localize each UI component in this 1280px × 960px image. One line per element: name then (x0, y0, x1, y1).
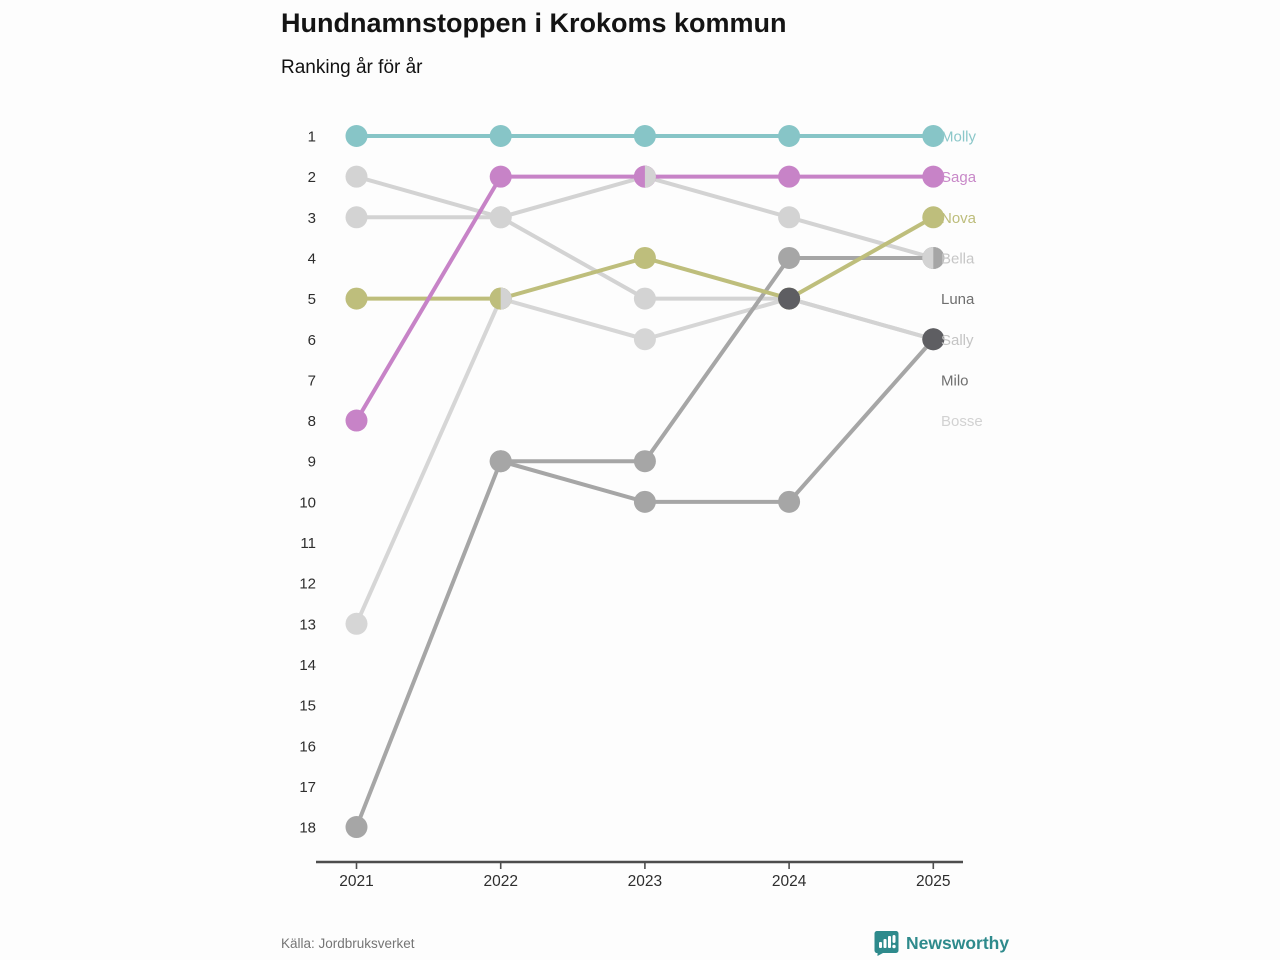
series-marker-bella (778, 206, 800, 228)
series-label-saga: Saga (941, 169, 977, 187)
y-axis-tick-label: 4 (307, 250, 316, 268)
x-axis-tick-label: 2023 (627, 873, 663, 890)
y-axis-tick-label: 6 (307, 331, 316, 349)
series-marker-molly (490, 125, 512, 147)
series-marker-bosse (634, 328, 656, 350)
y-axis-tick-label: 10 (299, 494, 316, 512)
series-marker-milo (346, 816, 368, 838)
y-axis-tick-label: 9 (307, 453, 316, 471)
series-label-nova: Nova (941, 209, 977, 227)
x-axis-tick-label: 2021 (339, 873, 374, 890)
tie-marker-split-right (645, 166, 656, 188)
y-axis-tick-label: 3 (307, 209, 316, 227)
y-axis-tick-label: 12 (299, 575, 316, 593)
y-axis-tick-label: 7 (307, 372, 316, 390)
series-marker-luna (490, 450, 512, 472)
x-axis-tick-label: 2024 (771, 873, 807, 890)
source-note: Källa: Jordbruksverket (281, 936, 415, 951)
series-label-sally: Sally (941, 331, 974, 349)
y-axis-tick-label: 17 (299, 778, 316, 796)
series-marker-saga (490, 166, 512, 188)
series-marker-sally (634, 288, 656, 310)
y-axis-tick-label: 15 (299, 697, 316, 715)
series-marker-bella (490, 206, 512, 228)
y-axis-tick-label: 5 (307, 291, 316, 309)
series-line-milo (357, 339, 934, 827)
y-axis-tick-label: 1 (307, 128, 316, 146)
y-axis-tick-label: 14 (299, 656, 316, 674)
series-marker-molly (346, 125, 368, 147)
tie-marker-split-right (501, 288, 512, 310)
y-axis-tick-label: 11 (300, 535, 316, 552)
series-marker-molly (778, 125, 800, 147)
tie-marker-dark (778, 288, 800, 310)
series-label-bosse: Bosse (941, 413, 983, 431)
series-marker-sally (346, 206, 368, 228)
y-axis-tick-label: 13 (299, 616, 316, 634)
brand-name: Newsworthy (906, 932, 1010, 953)
series-marker-nova (346, 288, 368, 310)
series-marker-molly (634, 125, 656, 147)
brand-lockup (874, 930, 1009, 956)
series-label-luna: Luna (941, 291, 975, 309)
x-axis-tick-label: 2025 (916, 873, 951, 890)
series-label-bella: Bella (941, 250, 975, 268)
y-axis-tick-label: 16 (299, 738, 316, 756)
page-subtitle: Ranking år för år (281, 57, 423, 78)
series-marker-saga (778, 166, 800, 188)
series-line-luna (501, 258, 934, 461)
y-axis-tick-label: 2 (307, 169, 316, 187)
series-marker-milo (634, 491, 656, 513)
y-axis-tick-label: 8 (307, 413, 316, 431)
series-label-molly: Molly (941, 128, 977, 146)
y-axis-tick-label: 18 (299, 819, 316, 837)
series-marker-saga (346, 410, 368, 432)
series-marker-milo (778, 491, 800, 513)
x-axis-tick-label: 2022 (483, 873, 518, 890)
series-marker-nova (634, 247, 656, 269)
page-title: Hundnamnstoppen i Krokoms kommun (281, 8, 787, 38)
series-marker-luna (778, 247, 800, 269)
series-marker-bosse (346, 613, 368, 635)
newsworthy-logo-icon (874, 930, 899, 956)
series-marker-bella (346, 166, 368, 188)
series-label-milo: Milo (941, 372, 969, 390)
series-marker-luna (634, 450, 656, 472)
